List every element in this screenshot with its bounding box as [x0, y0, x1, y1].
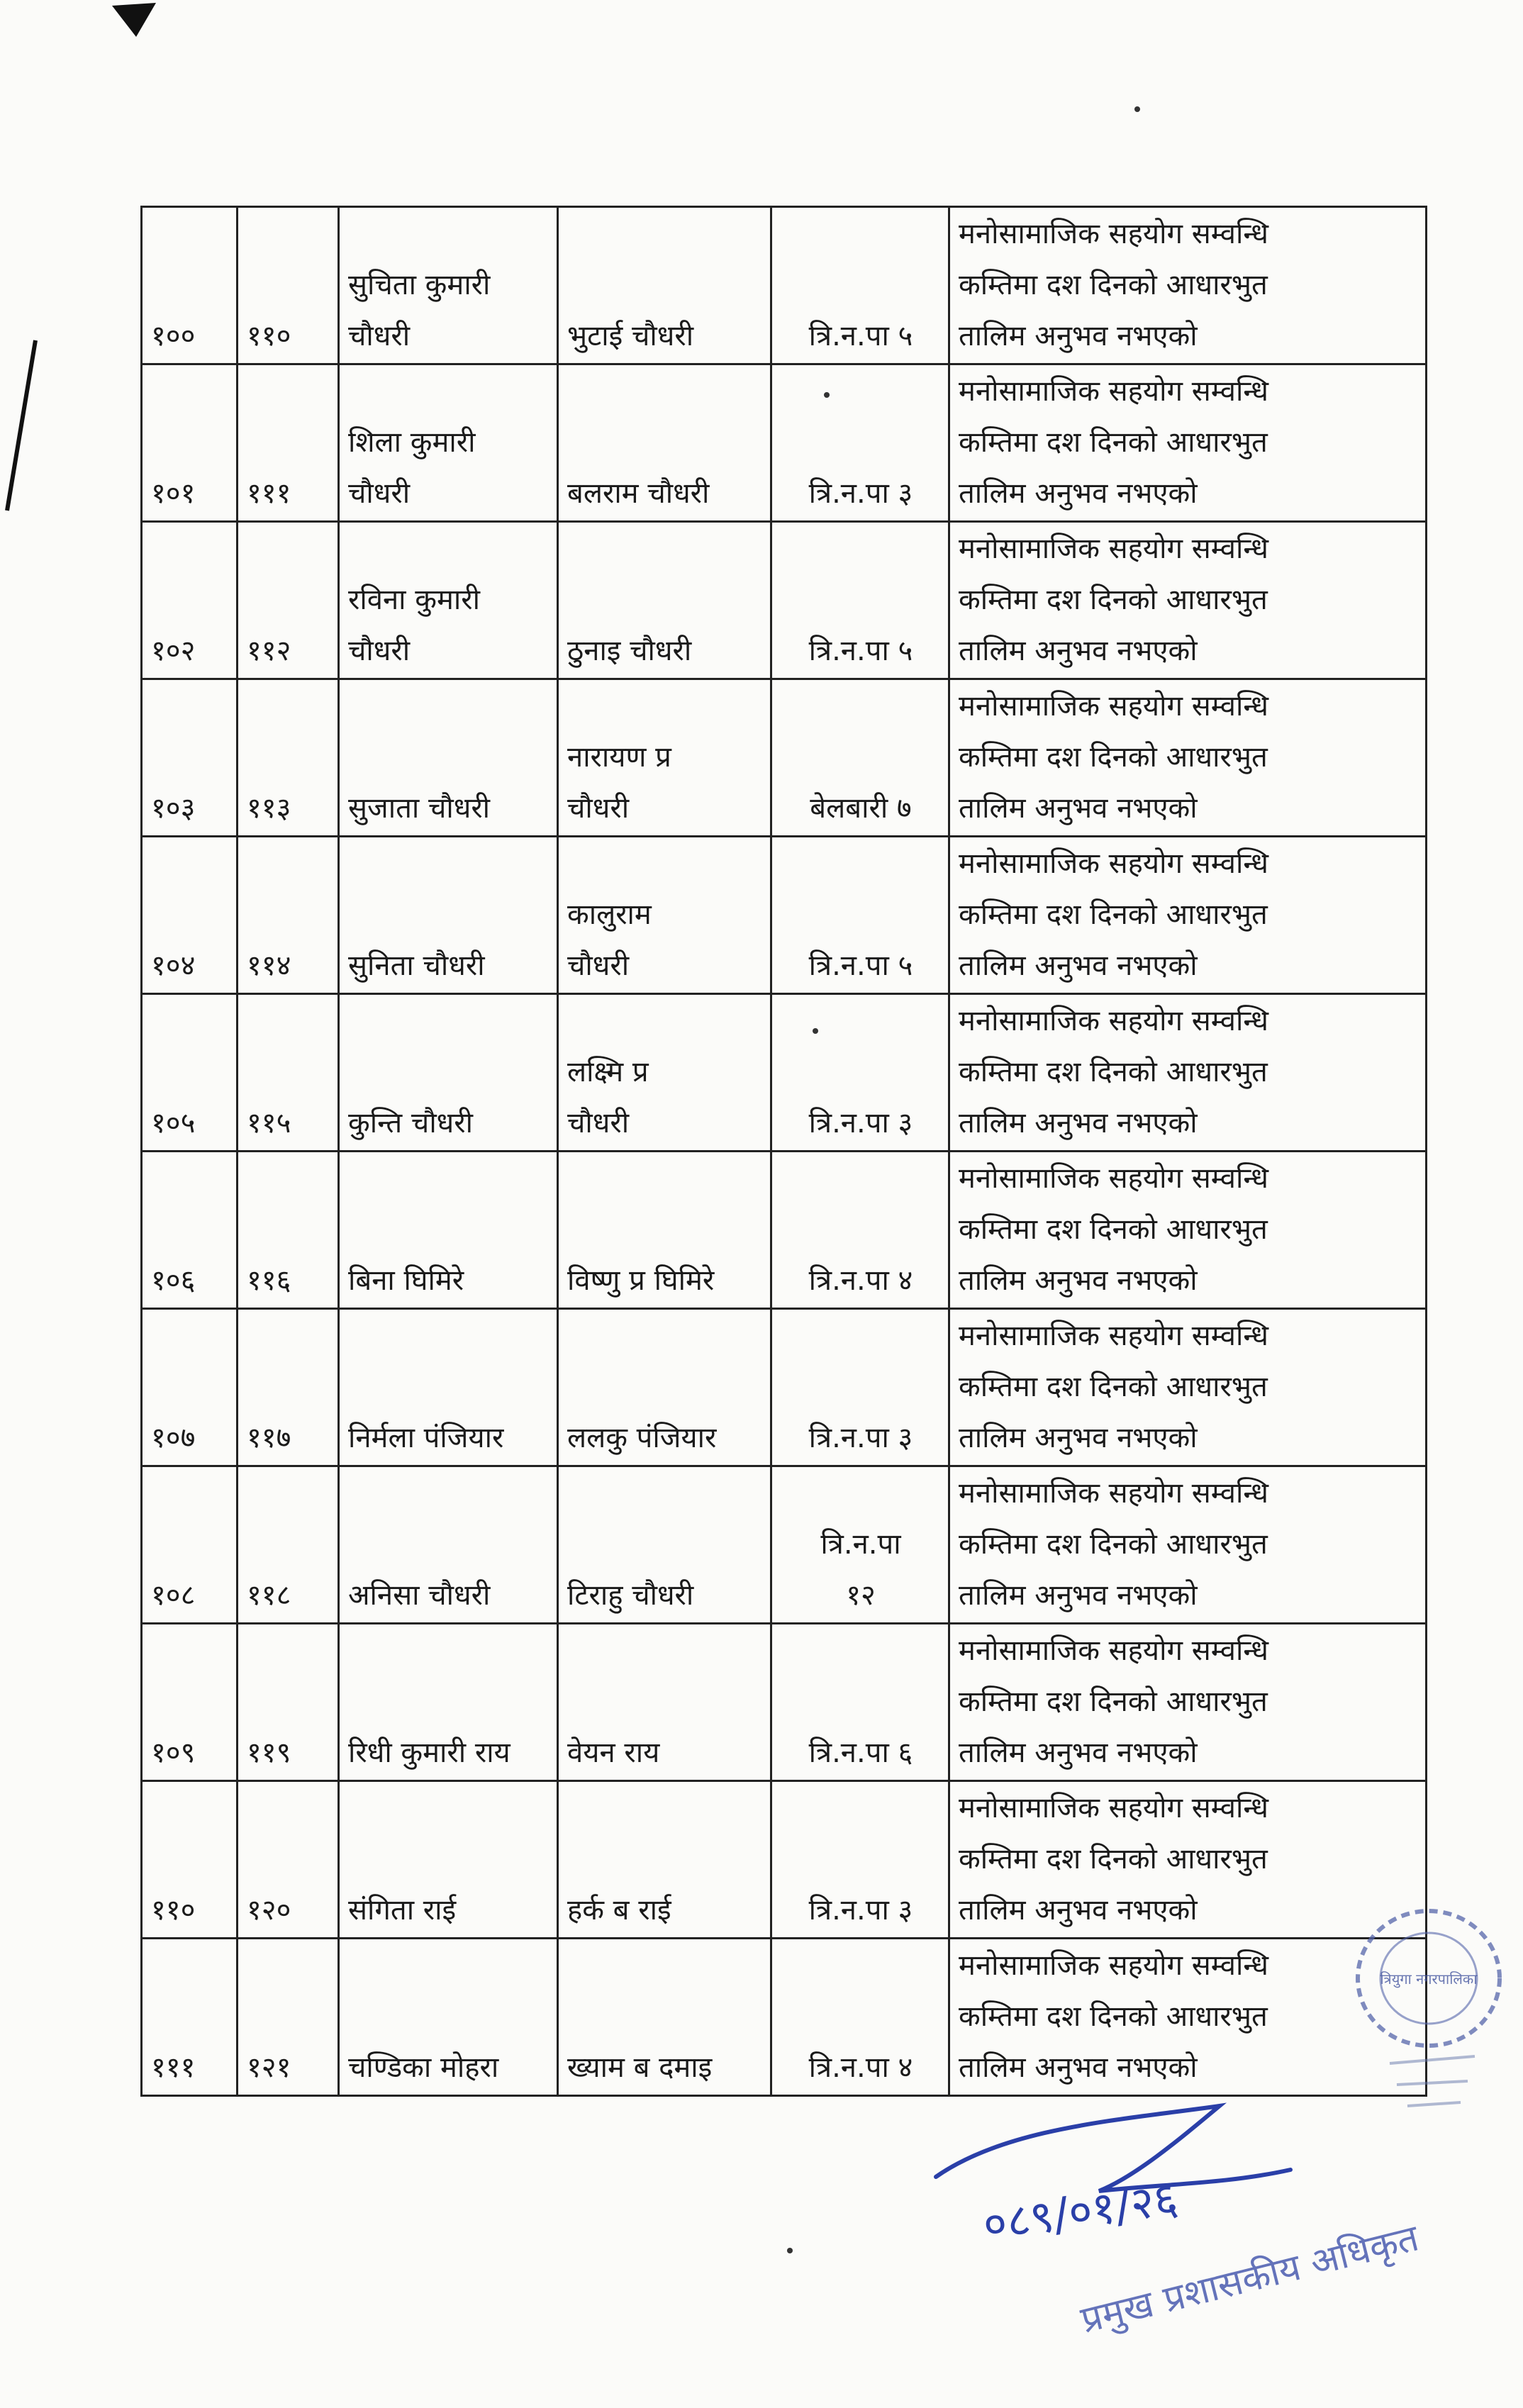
remark-line: कम्तिमा दश दिनको आधारभुत: [959, 1371, 1268, 1403]
speck: [787, 2248, 793, 2253]
applicant-name-cell: [339, 837, 558, 994]
applicant-name-line: चण्डिका मोहरा: [348, 2051, 499, 2084]
records-table-body: [142, 207, 1427, 2096]
remark-cell: [949, 364, 1427, 522]
remark-line: मनोसामाजिक सहयोग सम्वन्धि: [959, 1162, 1269, 1195]
registration-number-cell: ११०: [238, 207, 339, 364]
remark-line: तालिम अनुभव नभएको: [959, 477, 1198, 510]
signature-date: ०८९/०१/२६: [979, 2173, 1181, 2252]
remark-cell: [949, 679, 1427, 837]
remark-cell: [949, 1152, 1427, 1309]
father-name-cell: [558, 364, 771, 522]
remark-line: मनोसामाजिक सहयोग सम्वन्धि: [959, 847, 1269, 880]
registration-number-cell: ११४: [238, 837, 339, 994]
remark-cell: [949, 994, 1427, 1152]
applicant-name-line: चौधरी: [348, 477, 411, 510]
remark-cell: [949, 1309, 1427, 1466]
remark-line: तालिम अनुभव नभएको: [959, 2051, 1198, 2084]
father-name-line: चौधरी: [567, 1107, 630, 1139]
father-name-line: ललकु पंजियार: [567, 1422, 717, 1454]
remark-cell: [949, 522, 1427, 679]
seal-text: त्रियुगा नगरपालिका: [1380, 1971, 1478, 1988]
serial-number-cell: १०९: [142, 1624, 238, 1781]
handwritten-signature: [922, 2078, 1461, 2361]
address-line: बेलबारी ७: [810, 792, 912, 825]
father-name-cell: [558, 1939, 771, 2096]
remark-line: मनोसामाजिक सहयोग सम्वन्धि: [959, 375, 1269, 408]
remark-line: तालिम अनुभव नभएको: [959, 792, 1198, 825]
father-name-cell: [558, 522, 771, 679]
applicant-name-line: सुजाता चौधरी: [348, 792, 491, 825]
father-name-line: टिराहु चौधरी: [567, 1579, 694, 1612]
applicant-name-line: शिला कुमारी: [348, 426, 476, 459]
father-name-cell: [558, 1624, 771, 1781]
remark-line: तालिम अनुभव नभएको: [959, 320, 1198, 352]
remark-line: तालिम अनुभव नभएको: [959, 949, 1198, 982]
registration-number-cell: ११८: [238, 1466, 339, 1624]
table-row: [142, 1624, 1427, 1781]
table-row: [142, 364, 1427, 522]
serial-number-cell: १०४: [142, 837, 238, 994]
address-line: त्रि.न.पा ४: [808, 1264, 913, 1297]
father-name-line: ख्याम ब दमाइ: [567, 2051, 713, 2084]
remark-line: तालिम अनुभव नभएको: [959, 1264, 1198, 1297]
address-line: त्रि.न.पा ३: [808, 1894, 913, 1927]
applicant-name-cell: [339, 1309, 558, 1466]
serial-number-cell: १०३: [142, 679, 238, 837]
applicant-name-line: चौधरी: [348, 635, 411, 667]
table-row: [142, 522, 1427, 679]
father-name-line: लक्ष्मि प्र: [567, 1056, 649, 1088]
registration-number-cell: ११२: [238, 522, 339, 679]
serial-number-cell: १०७: [142, 1309, 238, 1466]
father-name-line: हर्क ब राई: [567, 1894, 671, 1927]
remark-line: तालिम अनुभव नभएको: [959, 1422, 1198, 1454]
remark-line: तालिम अनुभव नभएको: [959, 1737, 1198, 1769]
records-table: [140, 206, 1427, 2097]
applicant-name-line: कुन्ति चौधरी: [348, 1107, 473, 1139]
applicant-name-cell: [339, 679, 558, 837]
father-name-cell: [558, 1152, 771, 1309]
father-name-line: नारायण प्र: [567, 741, 671, 774]
speck: [824, 392, 830, 398]
applicant-name-line: सुचिता कुमारी: [348, 269, 491, 301]
registration-number-cell: ११९: [238, 1624, 339, 1781]
father-name-line: चौधरी: [567, 949, 630, 982]
remark-cell: [949, 1466, 1427, 1624]
table-row: [142, 1152, 1427, 1309]
address-cell: [771, 679, 949, 837]
remark-cell: [949, 837, 1427, 994]
remark-line: मनोसामाजिक सहयोग सम्वन्धि: [959, 1005, 1269, 1037]
remark-line: तालिम अनुभव नभएको: [959, 1894, 1198, 1927]
remark-cell: [949, 1624, 1427, 1781]
father-name-cell: [558, 837, 771, 994]
registration-number-cell: ११७: [238, 1309, 339, 1466]
applicant-name-line: निर्मला पंजियार: [348, 1422, 504, 1454]
remark-line: कम्तिमा दश दिनको आधारभुत: [959, 1685, 1268, 1718]
address-cell: [771, 1781, 949, 1939]
serial-number-cell: १०१: [142, 364, 238, 522]
table-row: [142, 1781, 1427, 1939]
table-row: [142, 1309, 1427, 1466]
father-name-cell: [558, 994, 771, 1152]
remark-line: कम्तिमा दश दिनको आधारभुत: [959, 1213, 1268, 1246]
table-row: [142, 1939, 1427, 2096]
applicant-name-line: बिना घिमिरे: [348, 1264, 464, 1297]
registration-number-cell: १११: [238, 364, 339, 522]
father-name-line: कालुराम: [567, 898, 652, 931]
address-line: त्रि.न.पा ४: [808, 2051, 913, 2084]
remark-line: तालिम अनुभव नभएको: [959, 635, 1198, 667]
father-name-line: ठुनाइ चौधरी: [567, 635, 692, 667]
serial-number-cell: १०६: [142, 1152, 238, 1309]
remark-line: मनोसामाजिक सहयोग सम्वन्धि: [959, 1792, 1269, 1824]
remark-line: कम्तिमा दश दिनको आधारभुत: [959, 584, 1268, 616]
remark-line: तालिम अनुभव नभएको: [959, 1579, 1198, 1612]
remark-line: मनोसामाजिक सहयोग सम्वन्धि: [959, 1320, 1269, 1352]
applicant-name-line: रविना कुमारी: [348, 584, 480, 616]
remark-line: कम्तिमा दश दिनको आधारभुत: [959, 1528, 1268, 1561]
remark-line: कम्तिमा दश दिनको आधारभुत: [959, 1843, 1268, 1875]
table-row: [142, 1466, 1427, 1624]
remark-line: मनोसामाजिक सहयोग सम्वन्धि: [959, 1949, 1269, 1982]
address-line: त्रि.न.पा ३: [808, 1422, 913, 1454]
father-name-cell: [558, 679, 771, 837]
applicant-name-cell: [339, 364, 558, 522]
father-name-line: भुटाई चौधरी: [567, 320, 694, 352]
remark-line: कम्तिमा दश दिनको आधारभुत: [959, 898, 1268, 931]
address-line: त्रि.न.पा ५: [808, 949, 913, 982]
registration-number-cell: ११५: [238, 994, 339, 1152]
remark-cell: [949, 207, 1427, 364]
table-row: [142, 207, 1427, 364]
table-row: [142, 994, 1427, 1152]
father-name-line: चौधरी: [567, 792, 630, 825]
father-name-cell: [558, 1466, 771, 1624]
address-cell: [771, 364, 949, 522]
remark-line: तालिम अनुभव नभएको: [959, 1107, 1198, 1139]
father-name-line: वेयन राय: [567, 1737, 660, 1769]
applicant-name-cell: [339, 994, 558, 1152]
speck: [1134, 106, 1140, 112]
address-cell: [771, 994, 949, 1152]
remark-line: कम्तिमा दश दिनको आधारभुत: [959, 269, 1268, 301]
address-line: त्रि.न.पा ३: [808, 1107, 913, 1139]
serial-number-cell: १०२: [142, 522, 238, 679]
remark-line: मनोसामाजिक सहयोग सम्वन्धि: [959, 1634, 1269, 1667]
address-line: १२: [846, 1579, 876, 1612]
address-cell: [771, 207, 949, 364]
applicant-name-cell: [339, 1466, 558, 1624]
speck: [813, 1028, 818, 1034]
address-line: त्रि.न.पा: [820, 1528, 901, 1561]
applicant-name-line: चौधरी: [348, 320, 411, 352]
address-line: त्रि.न.पा ५: [808, 635, 913, 667]
applicant-name-line: सुनिता चौधरी: [348, 949, 485, 982]
applicant-name-cell: [339, 1624, 558, 1781]
serial-number-cell: १००: [142, 207, 238, 364]
applicant-name-cell: [339, 522, 558, 679]
father-name-line: विष्णु प्र घिमिरे: [567, 1264, 715, 1297]
registration-number-cell: ११३: [238, 679, 339, 837]
address-cell: [771, 1466, 949, 1624]
applicant-name-cell: [339, 1939, 558, 2096]
remark-line: कम्तिमा दश दिनको आधारभुत: [959, 741, 1268, 774]
father-name-cell: [558, 207, 771, 364]
applicant-name-line: रिधी कुमारी राय: [348, 1737, 511, 1769]
address-cell: [771, 1309, 949, 1466]
corner-punch-mark: [106, 0, 170, 43]
applicant-name-cell: [339, 207, 558, 364]
address-cell: [771, 837, 949, 994]
applicant-name-cell: [339, 1781, 558, 1939]
remark-line: मनोसामाजिक सहयोग सम्वन्धि: [959, 1477, 1269, 1510]
address-line: त्रि.न.पा ६: [808, 1737, 913, 1769]
remark-line: कम्तिमा दश दिनको आधारभुत: [959, 426, 1268, 459]
address-cell: [771, 1939, 949, 2096]
table-row: [142, 837, 1427, 994]
applicant-name-cell: [339, 1152, 558, 1309]
remark-line: कम्तिमा दश दिनको आधारभुत: [959, 2000, 1268, 2033]
address-cell: [771, 522, 949, 679]
applicant-name-line: संगिता राई: [348, 1894, 457, 1927]
address-cell: [771, 1624, 949, 1781]
remark-line: मनोसामाजिक सहयोग सम्वन्धि: [959, 218, 1269, 250]
official-designation: प्रमुख प्रशासकीय अधिकृत: [1076, 2217, 1423, 2342]
remark-line: मनोसामाजिक सहयोग सम्वन्धि: [959, 533, 1269, 565]
registration-number-cell: ११६: [238, 1152, 339, 1309]
signature-block: [922, 2078, 1461, 2361]
father-name-cell: [558, 1309, 771, 1466]
serial-number-cell: १०५: [142, 994, 238, 1152]
left-edge-mark: [0, 333, 43, 518]
address-line: त्रि.न.पा ५: [808, 320, 913, 352]
serial-number-cell: १११: [142, 1939, 238, 2096]
registration-number-cell: १२०: [238, 1781, 339, 1939]
address-line: त्रि.न.पा ३: [808, 477, 913, 510]
serial-number-cell: ११०: [142, 1781, 238, 1939]
father-name-line: बलराम चौधरी: [567, 477, 710, 510]
father-name-cell: [558, 1781, 771, 1939]
registration-number-cell: १२१: [238, 1939, 339, 2096]
remark-line: मनोसामाजिक सहयोग सम्वन्धि: [959, 690, 1269, 723]
address-cell: [771, 1152, 949, 1309]
table-row: [142, 679, 1427, 837]
remark-line: कम्तिमा दश दिनको आधारभुत: [959, 1056, 1268, 1088]
serial-number-cell: १०८: [142, 1466, 238, 1624]
applicant-name-line: अनिसा चौधरी: [348, 1579, 491, 1612]
